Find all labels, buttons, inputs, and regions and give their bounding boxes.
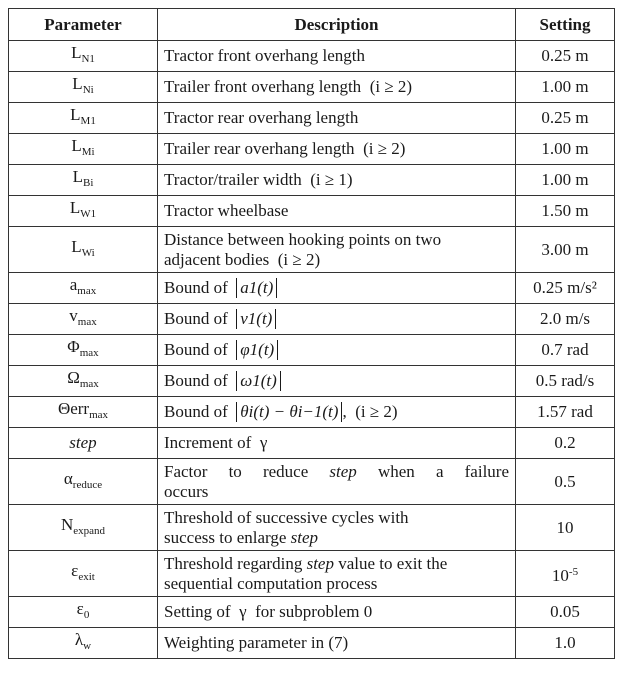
header-setting: Setting xyxy=(516,9,615,41)
setting-cell: 0.5 xyxy=(516,459,615,505)
setting-cell: 2.0 m/s xyxy=(516,304,615,335)
header-description: Description xyxy=(158,9,516,41)
table-row xyxy=(9,505,615,551)
table-row xyxy=(9,304,615,335)
setting-cell: 1.00 m xyxy=(516,134,615,165)
param-cell: step xyxy=(9,428,158,459)
setting-cell: 0.25 m/s² xyxy=(516,273,615,304)
parameter-table-container xyxy=(8,8,615,659)
description-cell: Bound of v1(t) xyxy=(158,304,516,335)
param-cell: $v_{max}$ xyxy=(9,304,158,335)
description-cell: Bound of φ1(t) xyxy=(158,335,516,366)
table-row xyxy=(9,597,615,628)
param-cell: $L_{Wi}$ xyxy=(9,227,158,273)
table-row xyxy=(9,428,615,459)
setting-cell: 3.00 m xyxy=(516,227,615,273)
param-cell: $\lambda_w$ xyxy=(9,628,158,659)
setting-cell: 0.05 xyxy=(516,597,615,628)
setting-cell: 1.00 m xyxy=(516,72,615,103)
param-cell: $L_{M1}$ xyxy=(9,103,158,134)
description-cell: Bound of ω1(t) xyxy=(158,366,516,397)
param-cell: Θerr$_{max}$ xyxy=(9,397,158,428)
header-parameter: Parameter xyxy=(9,9,158,41)
setting-cell: 1.50 m xyxy=(516,196,615,227)
setting-cell: 0.7 rad xyxy=(516,335,615,366)
abs-expression: a1(t) xyxy=(236,278,277,298)
table-row xyxy=(9,628,615,659)
param-cell: $\Phi_{max}$ xyxy=(9,335,158,366)
table-row xyxy=(9,41,615,72)
table-row xyxy=(9,366,615,397)
description-cell: Threshold of successive cycles with success to enlarge step xyxy=(158,505,516,551)
param-cell: $\Omega_{max}$ xyxy=(9,366,158,397)
param-cell: $\varepsilon_0$ xyxy=(9,597,158,628)
description-cell: Bound of θi(t) − θi−1(t) , (i ≥ 2) xyxy=(158,397,516,428)
setting-cell: 1.00 m xyxy=(516,165,615,196)
parameter-table xyxy=(8,8,615,659)
table-row xyxy=(9,134,615,165)
param-cell: $L_{W1}$ xyxy=(9,196,158,227)
setting-cell: 1.57 rad xyxy=(516,397,615,428)
description-cell: Threshold regarding step value to exit the sequential computation process xyxy=(158,551,516,597)
table-row xyxy=(9,459,615,505)
abs-expression: ω1(t) xyxy=(236,371,281,391)
description-cell: Weighting parameter in (7) xyxy=(158,628,516,659)
setting-cell: $10^{-5}$ xyxy=(516,551,615,597)
table-row xyxy=(9,227,615,273)
abs-expression: φ1(t) xyxy=(236,340,278,360)
description-cell: Tractor rear overhang length xyxy=(158,103,516,134)
description-cell: Factor to reduce step when a failure occurs xyxy=(158,459,516,505)
table-row xyxy=(9,72,615,103)
table-row xyxy=(9,103,615,134)
abs-expression: v1(t) xyxy=(236,309,276,329)
param-cell: $N_{expand}$ xyxy=(9,505,158,551)
setting-cell: 0.2 xyxy=(516,428,615,459)
description-cell: Increment of γ xyxy=(158,428,516,459)
table-row xyxy=(9,551,615,597)
description-cell: Setting of γ for subproblem 0 xyxy=(158,597,516,628)
param-cell: $\alpha_{reduce}$ xyxy=(9,459,158,505)
description-cell: Distance between hooking points on two adjacent bodies (i ≥ 2) xyxy=(158,227,516,273)
setting-cell: 0.5 rad/s xyxy=(516,366,615,397)
param-cell: $a_{max}$ xyxy=(9,273,158,304)
description-cell: Bound of a1(t) xyxy=(158,273,516,304)
param-cell: $\varepsilon_{exit}$ xyxy=(9,551,158,597)
param-cell: $L_{Mi}$ xyxy=(9,134,158,165)
description-cell: Tractor wheelbase xyxy=(158,196,516,227)
param-cell: $L_{Bi}$ xyxy=(9,165,158,196)
description-cell: Tractor front overhang length xyxy=(158,41,516,72)
header-row xyxy=(9,9,615,41)
abs-expression: θi(t) − θi−1(t) xyxy=(236,402,342,422)
table-row xyxy=(9,397,615,428)
setting-cell: 0.25 m xyxy=(516,41,615,72)
table-row xyxy=(9,196,615,227)
setting-cell: 1.0 xyxy=(516,628,615,659)
description-cell: Tractor/trailer width (i ≥ 1) xyxy=(158,165,516,196)
setting-cell: 10 xyxy=(516,505,615,551)
setting-cell: 0.25 m xyxy=(516,103,615,134)
description-cell: Trailer rear overhang length (i ≥ 2) xyxy=(158,134,516,165)
table-row xyxy=(9,165,615,196)
description-cell: Trailer front overhang length (i ≥ 2) xyxy=(158,72,516,103)
param-cell: $L_{Ni}$ xyxy=(9,72,158,103)
table-row xyxy=(9,335,615,366)
table-row xyxy=(9,273,615,304)
param-cell: $L_{N1}$ xyxy=(9,41,158,72)
